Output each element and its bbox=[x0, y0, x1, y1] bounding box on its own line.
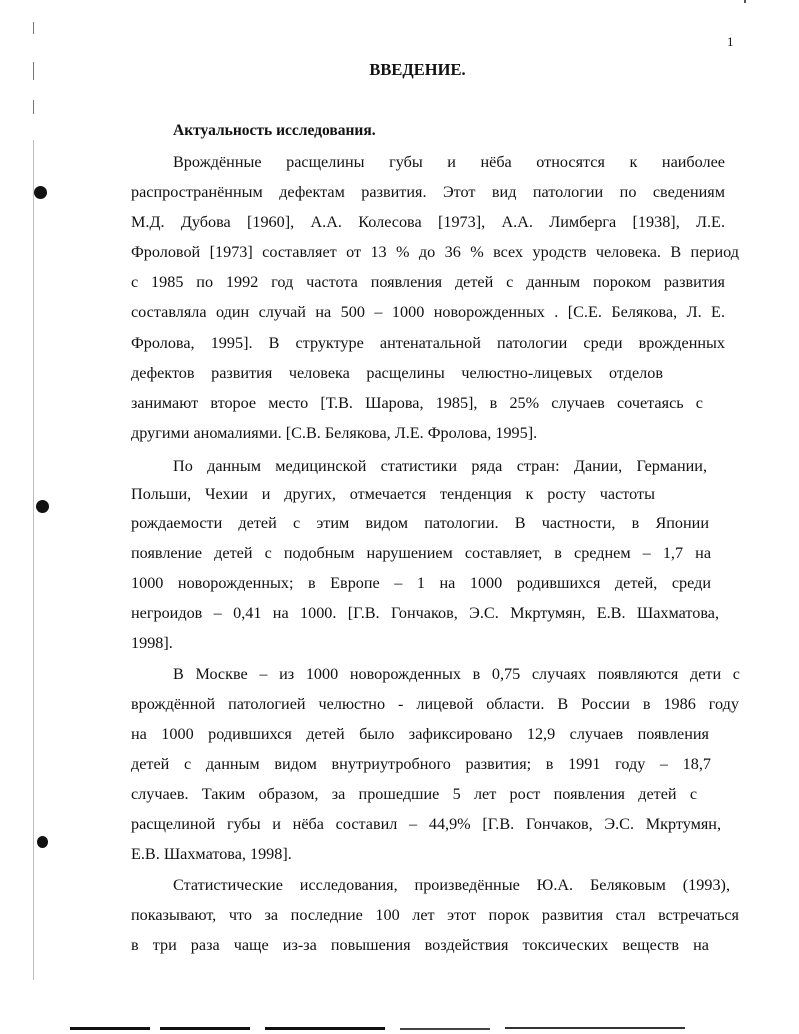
text-line: рождаемости детей с этим видом патологии. В частности, в Японии bbox=[131, 514, 709, 532]
text-line: Врождённые расщелины губы и нёба относятся к наиболее bbox=[173, 153, 725, 171]
text-line: показывают, что за последние 100 лет этот порок развития стал встречаться bbox=[131, 906, 739, 924]
text-line: распространённым дефектам развития. Этот вид патологии по сведениям bbox=[131, 183, 725, 201]
text-line: в три раза чаще из-за повышения воздействия токсических веществ на bbox=[131, 936, 709, 954]
text-line: расщелиной губы и нёба составил – 44,9% [Г.В. Гончаков, Э.С. Мкртумян, bbox=[131, 815, 721, 833]
text-line: Фроловой [1973] составляет от 13 % до 36 % всех уродств человека. В период bbox=[131, 243, 739, 261]
text-line: 1000 новорожденных; в Европе – 1 на 1000 родившихся детей, среди bbox=[131, 574, 711, 592]
text-line: Фролова, 1995]. В структуре антенатальной патологии среди врожденных bbox=[131, 334, 725, 352]
punch-hole bbox=[36, 500, 49, 513]
margin-tick bbox=[33, 22, 34, 34]
text-line: врождённой патологией челюстно - лицевой области. В России в 1986 году bbox=[131, 695, 739, 713]
scan-edge-bar bbox=[265, 1027, 385, 1030]
text-line: В Москве – из 1000 новорожденных в 0,75 случаях появляются дети с bbox=[173, 665, 740, 683]
text-line: с 1985 по 1992 год частота появления детей с данным пороком развития bbox=[131, 273, 725, 291]
margin-tick bbox=[33, 100, 34, 114]
text-line: другими аномалиями. [С.В. Белякова, Л.Е. Фролова, 1995]. bbox=[131, 424, 538, 442]
text-line: детей с данным видом внутриутробного развития; в 1991 году – 18,7 bbox=[131, 755, 711, 773]
page-number: 1 bbox=[727, 34, 734, 49]
text-line: Е.В. Шахматова, 1998]. bbox=[131, 845, 292, 863]
page-edge-line bbox=[33, 140, 34, 980]
punch-hole bbox=[34, 186, 47, 199]
scan-edge-bar bbox=[160, 1027, 250, 1030]
page-title: ВВЕДЕНИЕ. bbox=[369, 60, 466, 79]
punch-hole bbox=[37, 836, 48, 848]
text-line: негроидов – 0,41 на 1000. [Г.В. Гончаков, Э.С. Мкртумян, Е.В. Шахматова, bbox=[131, 604, 719, 622]
text-line: на 1000 родившихся детей было зафиксировано 12,9 случаев появления bbox=[131, 725, 709, 743]
text-line: По данным медицинской статистики ряда стран: Дании, Германии, bbox=[173, 457, 707, 475]
scan-edge-bar bbox=[70, 1027, 150, 1030]
text-line: М.Д. Дубова [1960], А.А. Колесова [1973], А.А. Лимберга [1938], Л.Е. bbox=[131, 213, 725, 231]
section-subtitle: Актуальность исследования. bbox=[173, 122, 376, 139]
text-line: случаев. Таким образом, за прошедшие 5 лет рост появления детей с bbox=[131, 785, 697, 803]
text-line: дефектов развития человека расщелины челюстно-лицевых отделов bbox=[131, 364, 663, 382]
scan-mark bbox=[744, 0, 746, 3]
scan-edge-bar bbox=[400, 1028, 490, 1030]
text-line: занимают второе место [Т.В. Шарова, 1985], в 25% случаев сочетаясь с bbox=[131, 394, 703, 412]
text-line: Статистические исследования, произведённые Ю.А. Беляковым (1993), bbox=[173, 876, 730, 894]
scan-edge-bar bbox=[505, 1027, 685, 1029]
text-line: составляла один случай на 500 – 1000 новорожденных . [С.Е. Белякова, Л. Е. bbox=[131, 303, 725, 321]
text-line: 1998]. bbox=[131, 634, 173, 652]
text-line: Польши, Чехии и других, отмечается тенденция к росту частоты bbox=[131, 485, 655, 503]
text-line: появление детей с подобным нарушением составляет, в среднем – 1,7 на bbox=[131, 544, 711, 562]
